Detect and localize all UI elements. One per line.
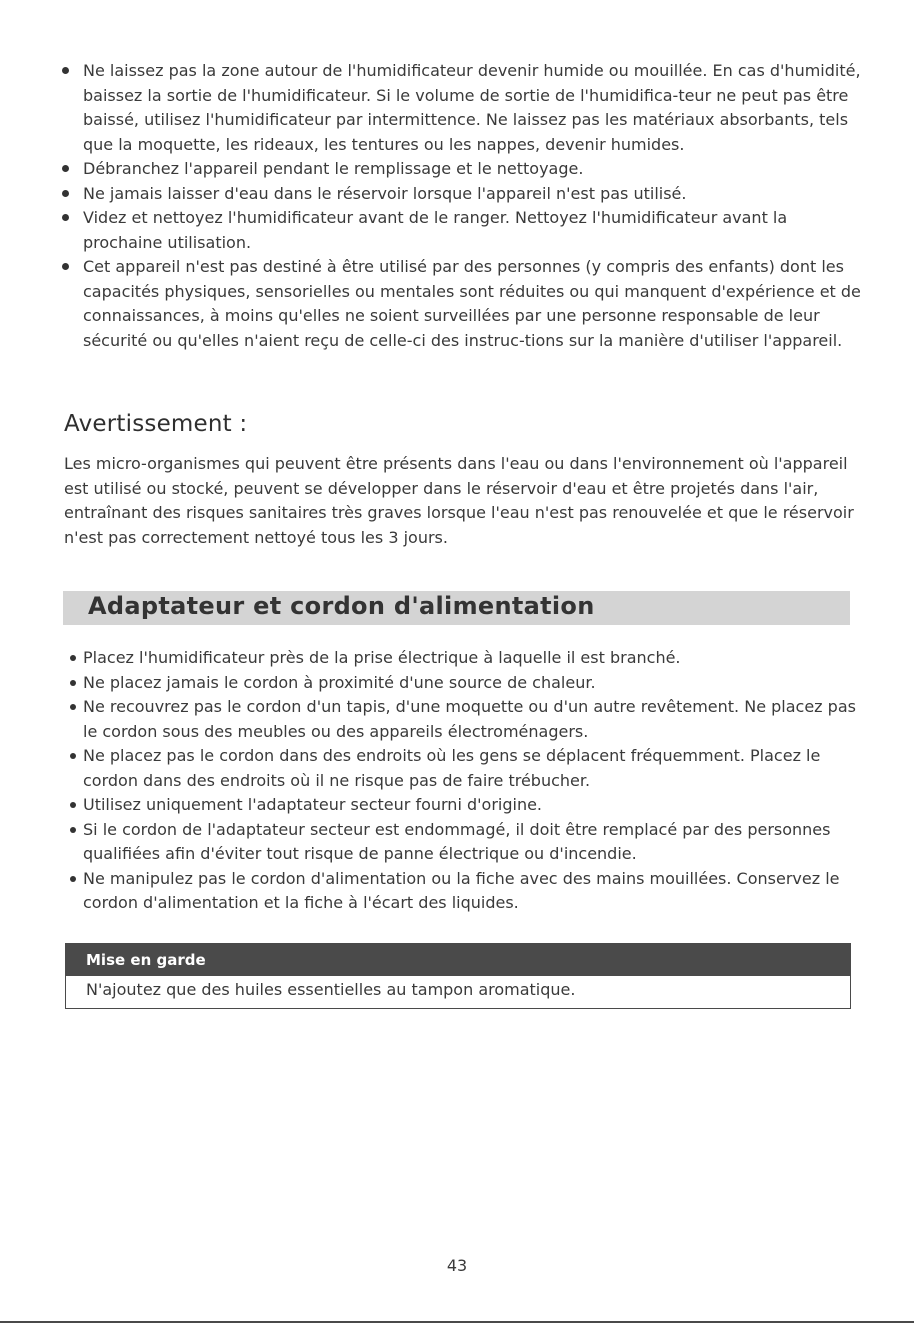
list-item-text: Ne placez pas le cordon dans des endroits où les gens se déplacent fréquemment. Placez le cordon dans des endroits où il ne risque pas de faire trébucher. [83,746,821,790]
list-item [62,206,862,255]
bullet-icon [62,214,69,221]
bullet-icon [70,704,76,710]
list-item-text: Ne jamais laisser d'eau dans le réservoir lorsque l'appareil n'est pas utilisé. [83,183,687,203]
list-item-text: Ne placez jamais le cordon à proximité d'une source de chaleur. [83,672,596,692]
bottom-divider [0,1321,914,1323]
list-item [62,157,862,182]
caution-header [66,944,850,976]
list-item-text: Videz et nettoyez l'humidificateur avant de le ranger. Nettoyez l'humidificateur avant la prochaine utilisation. [83,208,788,252]
list-item [62,867,862,916]
page-number: 43 [446,1256,468,1275]
caution-title: Mise en garde [86,951,206,969]
caution-box [65,943,851,1009]
bullet-icon [70,680,76,686]
bullet-icon [70,753,76,759]
warning-heading: Avertissement : [64,411,248,437]
bullet-icon [62,67,69,74]
bullet-icon [70,655,76,661]
list-item [62,793,862,818]
bullet-icon [70,876,76,882]
bullet-icon [62,263,69,270]
bullet-icon [62,190,69,197]
safety-instructions-list [62,59,862,353]
bullet-icon [70,827,76,833]
bullet-icon [70,802,76,808]
list-item-text: Ne laissez pas la zone autour de l'humidificateur devenir humide ou mouillée. En cas d'humidité, baissez la sortie de l'humidificateur. Si le volume de sortie de l'humidifica-teur ne peut pas être baissé, utilisez l'humidificateur par intermittence. Ne laissez pas les matériaux absorbants, tels que la moquette, les rideaux, les tentures ou les nappes, devenir humides. [83,61,861,154]
warning-paragraph: Les micro-organismes qui peuvent être présents dans l'eau ou dans l'environnement où l'appareil est utilisé ou stocké, peuvent se développer dans le réservoir d'eau et être projetés dans l'air, entraînant des risques sanitaires très graves lorsque l'eau n'est pas renouvelée et que le réservoir n'est pas correctement nettoyé tous les 3 jours. [64,454,854,547]
list-item [62,818,862,867]
list-item [62,646,862,671]
list-item-text: Ne recouvrez pas le cordon d'un tapis, d'une moquette ou d'un autre revêtement. Ne placez pas le cordon sous des meubles ou des appareils électroménagers. [83,697,856,741]
list-item-text: Cet appareil n'est pas destiné à être utilisé par des personnes (y compris des enfants) dont les capacités physiques, sensorielles ou mentales sont réduites ou qui manquent d'expérience et de connaissances, à moins qu'elles ne soient surveillées par une personne responsable de leur sécurité ou qu'elles n'aient reçu de celle-ci des instruc-tions sur la manière d'utiliser l'appareil. [83,257,861,350]
list-item [62,695,862,744]
list-item-text: Utilisez uniquement l'adaptateur secteur fourni d'origine. [83,795,543,814]
list-item [62,671,862,696]
list-item-text: Ne manipulez pas le cordon d'alimentation ou la fiche avec des mains mouillées. Conservez le cordon d'alimentation et la fiche à l'écart des liquides. [83,868,840,912]
list-item [62,182,862,207]
list-item [62,255,862,353]
section-title: Adaptateur et cordon d'alimentation [88,592,595,620]
list-item [62,59,862,157]
adapter-instructions-list [62,646,862,916]
caution-text: N'ajoutez que des huiles essentielles au tampon aromatique. [86,980,576,999]
list-item-text: Débranchez l'appareil pendant le remplissage et le nettoyage. [83,159,584,178]
list-item-text: Si le cordon de l'adaptateur secteur est endommagé, il doit être remplacé par des personnes qualifiées afin d'éviter tout risque de panne électrique ou d'incendie. [83,819,831,863]
list-item [62,744,862,793]
bullet-icon [62,165,69,172]
list-item-text: Placez l'humidificateur près de la prise électrique à laquelle il est branché. [83,648,681,667]
section-banner [63,591,850,625]
